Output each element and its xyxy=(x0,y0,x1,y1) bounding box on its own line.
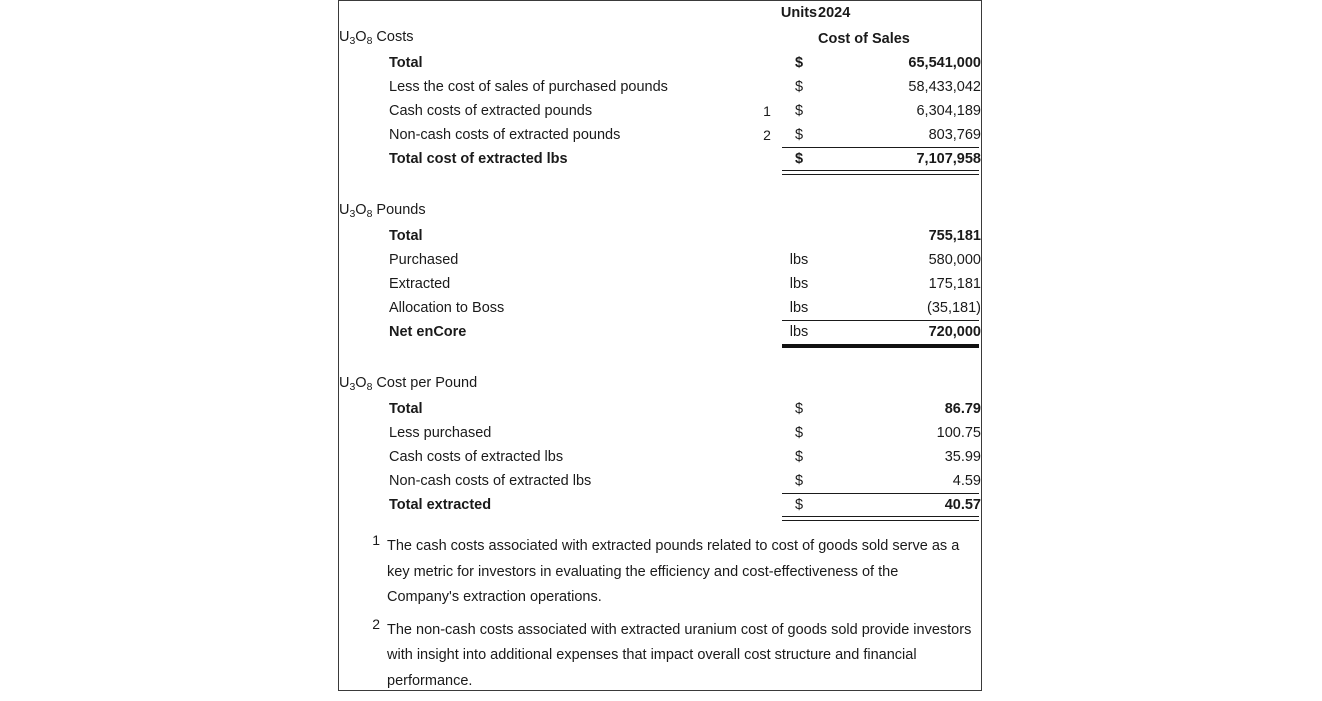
row-note-ref-1: 1 xyxy=(763,103,771,119)
row-label: Total xyxy=(389,401,423,417)
section-title-text-pounds: Pounds xyxy=(376,202,426,218)
table-row xyxy=(339,224,981,248)
row-value: 580,000 xyxy=(928,252,981,268)
table-row xyxy=(339,99,981,123)
chem-sub-3: 3 xyxy=(349,381,356,393)
row-unit: $ xyxy=(794,79,804,95)
table-total-row xyxy=(339,493,981,517)
chem-o: O xyxy=(355,29,367,45)
row-label: Total extracted xyxy=(389,497,492,513)
row-value: 4.59 xyxy=(952,473,981,489)
cost-summary-table xyxy=(339,1,981,517)
row-label: Extracted xyxy=(389,276,451,292)
footnote-item xyxy=(345,615,975,695)
row-label: Non-cash costs of extracted pounds xyxy=(389,127,621,143)
chem-formula-u: U xyxy=(339,29,350,45)
row-note-ref-2: 2 xyxy=(763,127,771,143)
row-unit: $ xyxy=(794,449,804,465)
section-value-spacer-cpp xyxy=(818,371,981,397)
row-unit: lbs xyxy=(789,324,809,340)
header-value-label: Cost of Sales xyxy=(818,31,910,47)
section-title-row-costs xyxy=(339,25,981,51)
row-note xyxy=(754,147,780,171)
chem-sub-8: 8 xyxy=(366,381,373,393)
section-title-text-costs: Costs xyxy=(376,29,414,45)
section-unit-spacer-costs xyxy=(780,25,818,51)
row-value: 58,433,042 xyxy=(908,79,981,95)
footnote-number: 2 xyxy=(372,615,380,632)
table-header-row xyxy=(339,1,981,25)
table-row xyxy=(339,272,981,296)
header-note-spacer xyxy=(754,1,780,25)
header-spacer xyxy=(339,1,754,25)
row-value: 100.75 xyxy=(936,425,981,441)
row-note xyxy=(754,397,780,421)
table-row xyxy=(339,397,981,421)
row-value: 175,181 xyxy=(928,276,981,292)
row-label: Total cost of extracted lbs xyxy=(389,151,568,167)
section-title-cost-per-pound xyxy=(339,371,754,397)
row-unit: $ xyxy=(794,497,804,513)
row-unit: lbs xyxy=(789,276,809,292)
section-note-spacer-costs xyxy=(754,25,780,51)
row-label: Non-cash costs of extracted lbs xyxy=(389,473,592,489)
row-unit: $ xyxy=(794,127,804,143)
row-note xyxy=(754,296,780,320)
row-value: 6,304,189 xyxy=(916,103,981,119)
header-year: 2024 xyxy=(818,5,851,21)
chem-sub-8: 8 xyxy=(366,35,373,47)
section-title-row-cost-per-pound xyxy=(339,371,981,397)
section-gap xyxy=(339,344,981,371)
row-unit: $ xyxy=(794,55,804,71)
section-gap xyxy=(339,171,981,198)
row-unit: lbs xyxy=(789,252,809,268)
row-unit: lbs xyxy=(789,300,809,316)
row-value: 40.57 xyxy=(818,493,981,517)
row-value: 65,541,000 xyxy=(908,55,981,71)
row-value: 803,769 xyxy=(928,127,981,143)
chem-formula-u: U xyxy=(339,202,350,218)
row-unit: $ xyxy=(794,151,804,167)
row-label: Total xyxy=(389,228,423,244)
row-label: Cash costs of extracted pounds xyxy=(389,103,593,119)
footnote-item xyxy=(345,534,975,611)
section-note-spacer-pounds xyxy=(754,198,780,224)
row-value: 755,181 xyxy=(928,228,981,244)
row-label: Allocation to Boss xyxy=(389,300,505,316)
row-unit: $ xyxy=(794,473,804,489)
header-units: Units xyxy=(780,5,818,21)
row-unit: $ xyxy=(794,103,804,119)
row-value: 86.79 xyxy=(944,401,981,417)
table-row xyxy=(339,421,981,445)
section-title-pounds xyxy=(339,198,754,224)
footnote-number: 1 xyxy=(372,532,380,548)
table-row xyxy=(339,445,981,469)
row-note xyxy=(754,320,780,344)
table-row xyxy=(339,123,981,147)
section-title-costs xyxy=(339,25,754,51)
financial-table-frame xyxy=(338,0,982,691)
row-note xyxy=(754,445,780,469)
section-title-text-cost-per-pound: Cost per Pound xyxy=(376,375,478,391)
chem-o: O xyxy=(355,202,367,218)
table-row xyxy=(339,248,981,272)
footnotes-block xyxy=(345,534,975,701)
row-label: Less purchased xyxy=(389,425,492,441)
chem-o: O xyxy=(355,375,367,391)
row-value: 35.99 xyxy=(944,449,981,465)
row-note xyxy=(754,51,780,75)
section-title-row-pounds xyxy=(339,198,981,224)
row-label: Purchased xyxy=(389,252,459,268)
footnote-text: The cash costs associated with extracted pounds related to cost of goods sold serve as a key metric for investors in evaluating the efficiency and cost-effectiveness of the Company's extraction operations. xyxy=(387,538,960,605)
row-note xyxy=(754,493,780,517)
chem-formula-u: U xyxy=(339,375,350,391)
section-unit-spacer-pounds xyxy=(780,198,818,224)
table-row xyxy=(339,51,981,75)
row-unit: $ xyxy=(794,425,804,441)
chem-sub-8: 8 xyxy=(366,208,373,220)
table-row xyxy=(339,296,981,320)
table-row xyxy=(339,469,981,493)
row-note xyxy=(754,75,780,99)
section-value-spacer-pounds xyxy=(818,198,981,224)
row-unit: $ xyxy=(794,401,804,417)
row-value: (35,181) xyxy=(926,300,981,316)
row-note xyxy=(754,421,780,445)
table-total-row xyxy=(339,147,981,171)
row-unit xyxy=(780,224,818,248)
section-unit-spacer-cpp xyxy=(780,371,818,397)
row-value: 7,107,958 xyxy=(818,147,981,171)
row-value: 720,000 xyxy=(818,320,981,344)
row-label: Total xyxy=(389,55,423,71)
row-label: Net enCore xyxy=(389,324,467,340)
row-note xyxy=(754,224,780,248)
chem-sub-3: 3 xyxy=(349,35,356,47)
row-label: Less the cost of sales of purchased pounds xyxy=(389,79,668,95)
row-note xyxy=(754,248,780,272)
table-row xyxy=(339,75,981,99)
section-note-spacer-cpp xyxy=(754,371,780,397)
footnote-text: The non-cash costs associated with extracted uranium cost of goods sold provide investors with insight into additional expenses that impact overall cost structure and financial performance. xyxy=(387,621,972,689)
row-label: Cash costs of extracted lbs xyxy=(389,449,564,465)
row-note xyxy=(754,272,780,296)
chem-sub-3: 3 xyxy=(349,208,356,220)
table-total-row xyxy=(339,320,981,344)
row-note xyxy=(754,469,780,493)
